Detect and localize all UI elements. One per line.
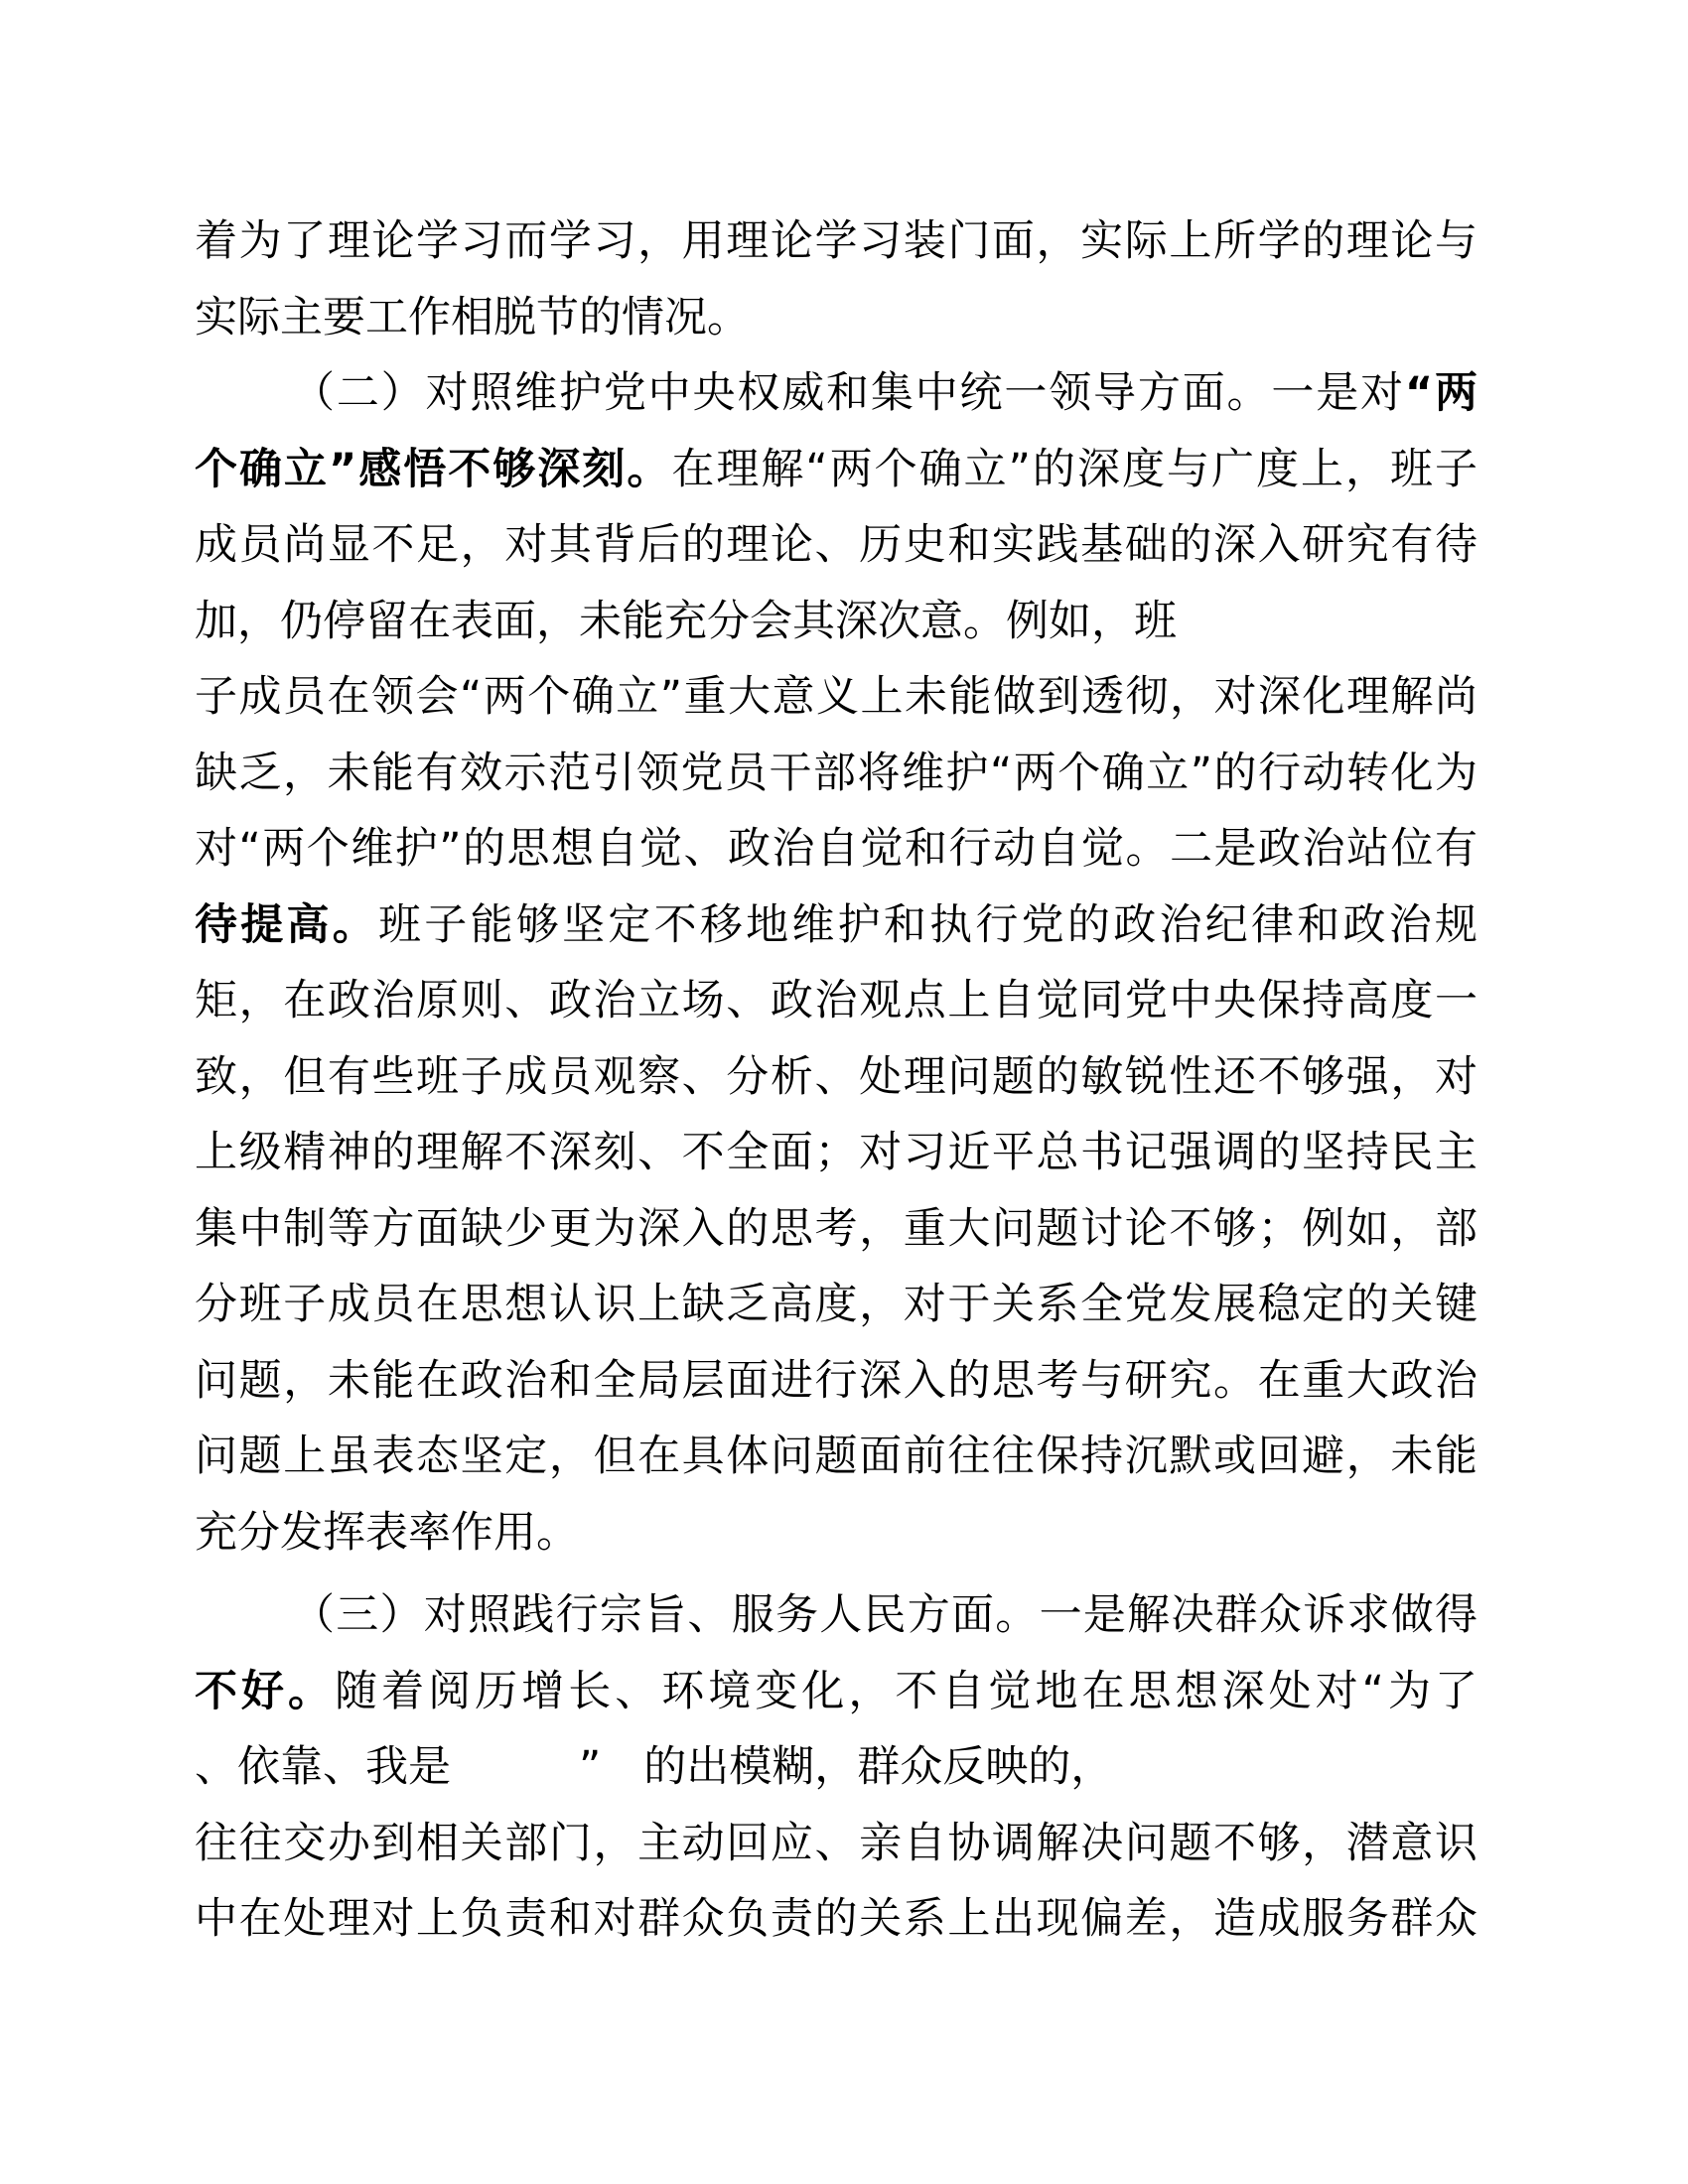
text-line	[195, 1495, 1477, 1571]
body-text: 集中制等方面缺少更为深入的思考，重大问题讨论不够；例如，部	[195, 1203, 1477, 1254]
body-text: 缺乏，未能有效示范引领党员干部将维护“两个确立”的行动转化为	[195, 748, 1477, 798]
body-text: 充分发挥表率作用。	[195, 1507, 579, 1558]
text-line	[195, 659, 1477, 736]
text-line	[195, 507, 1477, 584]
body-text: 加，仍停留在表面，未能充分会其深次意。例如，班	[195, 596, 1177, 646]
text-line	[195, 1267, 1477, 1343]
text-line	[195, 432, 1477, 508]
bold-heading-text: “两	[1404, 368, 1477, 418]
text-line	[195, 1115, 1477, 1191]
text-line	[195, 963, 1477, 1039]
body-text: 子成员在领会“两个确立”重大意义上未能做到透彻，对深化理解尚	[195, 672, 1477, 722]
text-line	[195, 1191, 1477, 1268]
body-text: （二）对照维护党中央权威和集中统一领导方面。一是对	[292, 368, 1405, 418]
body-text: 对“两个维护”的思想自觉、政治自觉和行动自觉。二是政治站位有	[195, 824, 1477, 874]
body-text: 班子能够坚定不移地维护和执行党的政治纪律和政治规	[378, 899, 1477, 950]
body-text: 中在处理对上负责和对群众负责的关系上出现偏差，造成服务群众	[195, 1894, 1477, 1944]
body-text: 着为了理论学习而学习，用理论学习装门面，实际上所学的理论与	[195, 216, 1477, 266]
text-line	[195, 355, 1477, 432]
bold-heading-text: 待提高。	[195, 899, 379, 950]
text-line	[195, 1654, 1477, 1730]
body-text: 分班子成员在思想认识上缺乏高度，对于关系全党发展稳定的关键	[195, 1280, 1477, 1329]
body-text: 成员尚显不足，对其背后的理论、历史和实践基础的深入研究有待	[195, 520, 1477, 570]
text-line	[195, 811, 1477, 887]
text-line	[195, 1039, 1477, 1116]
body-text: 问题上虽表态坚定，但在具体问题面前往往保持沉默或回避，未能	[195, 1432, 1477, 1481]
body-text: （三）对照践行宗旨、服务人民方面。一是解决群众诉求做得	[292, 1590, 1477, 1640]
text-line	[195, 1577, 1477, 1654]
body-text: 矩，在政治原则、政治立场、政治观点上自觉同党中央保持高度一	[195, 976, 1477, 1025]
body-text: 问题，未能在政治和全局层面进行深入的思考与研究。在重大政治	[195, 1355, 1477, 1406]
body-text: 上级精神的理解不深刻、不全面；对习近平总书记强调的坚持民主	[195, 1128, 1477, 1177]
text-line	[195, 204, 1477, 280]
text-line	[195, 736, 1477, 812]
body-text: 致，但有些班子成员观察、分析、处理问题的敏锐性还不够强，对	[195, 1051, 1477, 1102]
body-text: 随着阅历增长、环境变化，不自觉地在思想深处对“为了	[335, 1666, 1477, 1716]
body-text: 、依靠、我是 ” 的出模糊，群众反映的，	[195, 1742, 1114, 1792]
text-line	[195, 1343, 1477, 1420]
text-line	[195, 1729, 1477, 1806]
text-line	[195, 1881, 1477, 1958]
bold-heading-text: 个确立”感悟不够深刻。	[195, 444, 672, 494]
bold-heading-text: 不好。	[195, 1666, 336, 1716]
text-line	[195, 280, 1477, 356]
text-line	[195, 584, 1477, 660]
text-line	[195, 1419, 1477, 1495]
body-text: 在理解“两个确立”的深度与广度上，班子	[671, 444, 1477, 494]
document-body	[195, 204, 1477, 1958]
text-line	[195, 1806, 1477, 1882]
body-text: 实际主要工作相脱节的情况。	[195, 292, 750, 342]
text-line	[195, 887, 1477, 964]
body-text: 往往交办到相关部门，主动回应、亲自协调解决问题不够，潜意识	[195, 1818, 1477, 1868]
